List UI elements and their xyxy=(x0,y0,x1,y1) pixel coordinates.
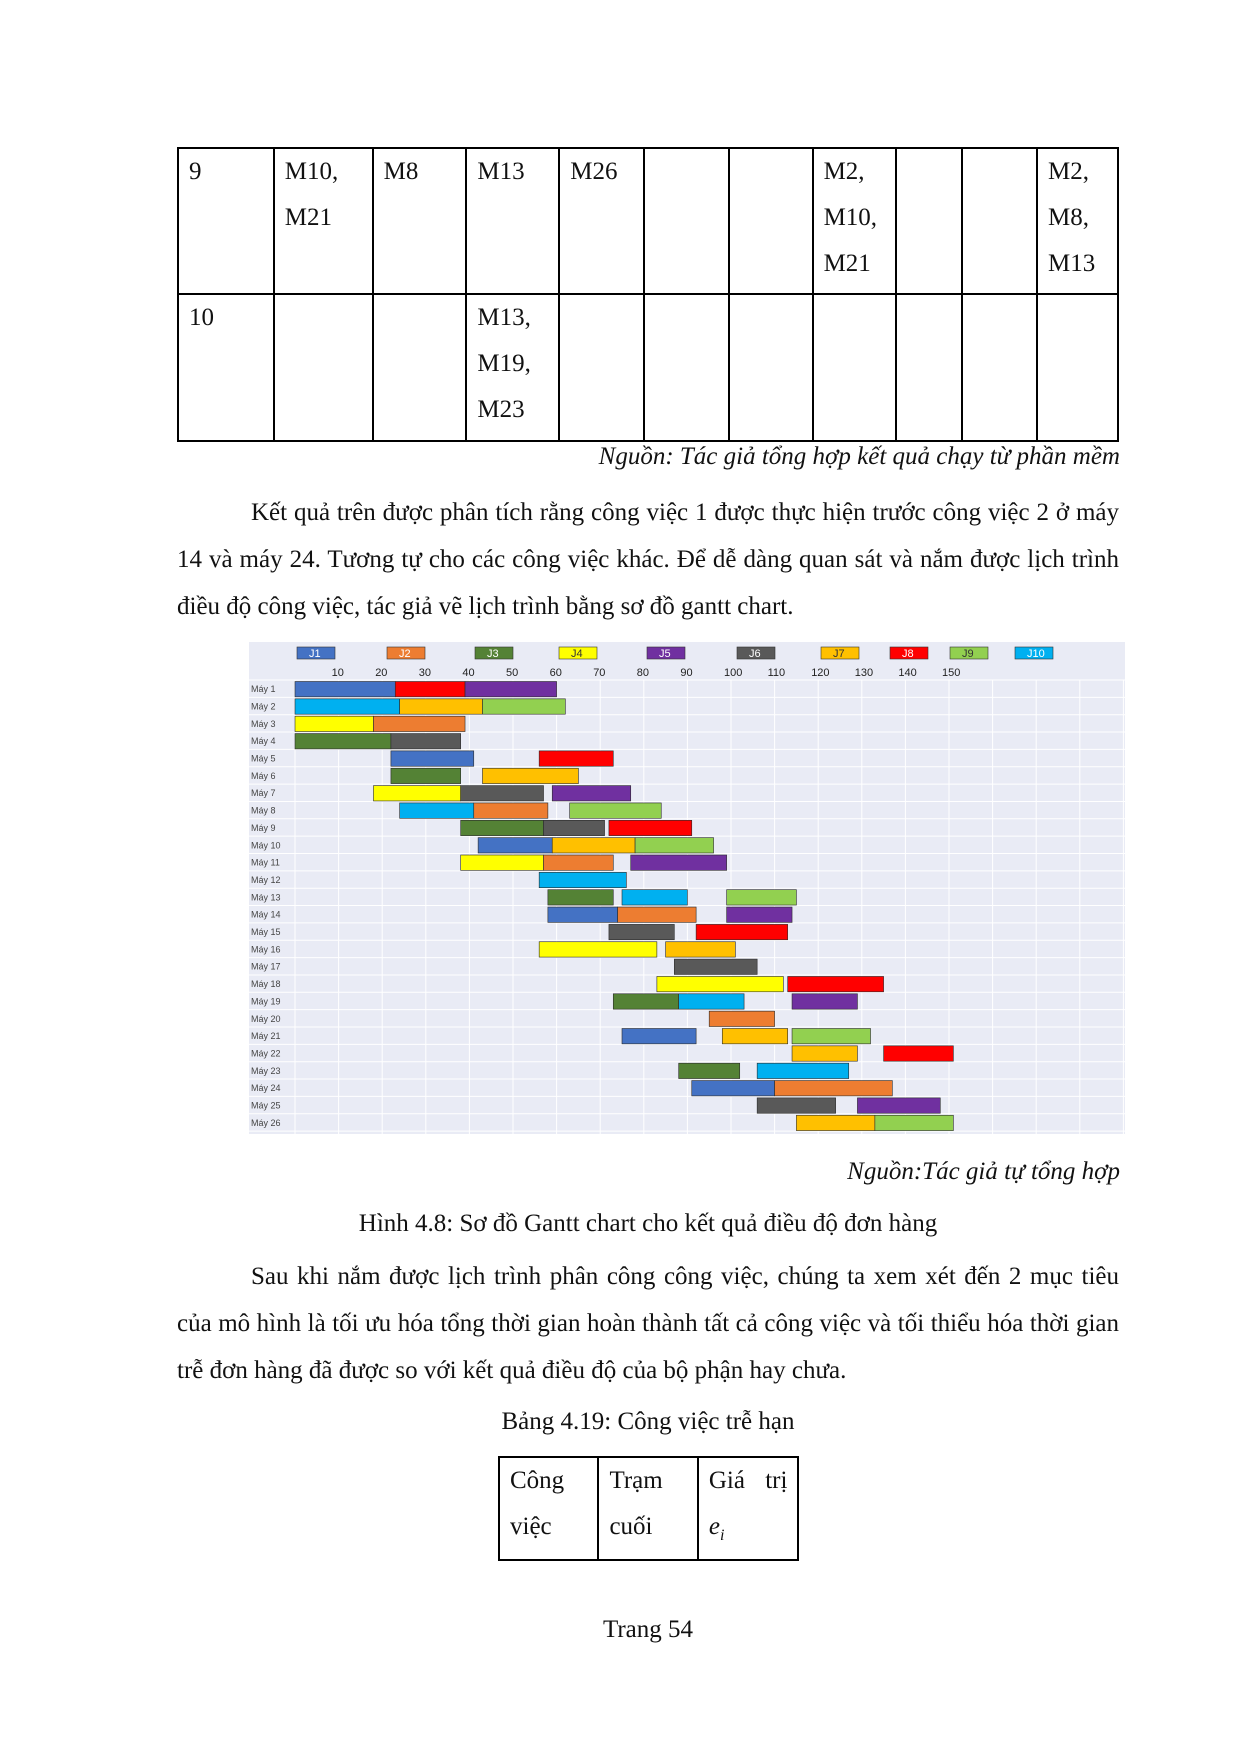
top-table xyxy=(177,147,1119,442)
machine-label: Máy 18 xyxy=(251,979,281,990)
header-final-station: Trạm cuối xyxy=(598,1457,697,1560)
table-cell xyxy=(962,294,1037,441)
page-number: Trang 54 xyxy=(602,1616,694,1643)
gantt-bar-j7 xyxy=(552,838,635,853)
gantt-bar-j8 xyxy=(609,820,692,835)
gantt-bar-j2 xyxy=(618,907,696,922)
table-cell: M26 xyxy=(559,148,644,294)
gantt-bar-j9 xyxy=(792,1029,870,1044)
machine-label: Máy 8 xyxy=(251,805,276,816)
gantt-bar-j3 xyxy=(391,768,461,783)
machine-label: Máy 6 xyxy=(251,770,276,781)
gantt-bar-j10 xyxy=(539,872,626,887)
table-cell xyxy=(274,294,373,441)
table-source-note: Nguồn: Tác giả tổng hợp kết quả chạy từ phần mềm xyxy=(598,443,1120,470)
gantt-bar-j9 xyxy=(570,803,662,818)
table-cell xyxy=(896,148,963,294)
x-tick-label: 130 xyxy=(854,667,874,679)
gantt-bar-j4 xyxy=(539,942,657,957)
gantt-bar-j5 xyxy=(465,682,557,697)
gantt-bar-j4 xyxy=(461,855,544,870)
gantt-bar-j4 xyxy=(657,976,783,991)
table-row xyxy=(178,148,1118,294)
machine-label: Máy 3 xyxy=(251,718,276,729)
gantt-bar-j5 xyxy=(792,994,857,1009)
x-tick-label: 30 xyxy=(418,667,432,679)
table-cell xyxy=(729,294,813,441)
legend-label-j10: J10 xyxy=(1027,648,1045,660)
legend-label-j7: J7 xyxy=(833,648,845,660)
legend-label-j9: J9 xyxy=(962,648,974,660)
gantt-bar-j5 xyxy=(727,907,792,922)
figure-caption: Hình 4.8: Sơ đồ Gantt chart cho kết quả điều độ đơn hàng xyxy=(358,1210,938,1237)
legend-label-j6: J6 xyxy=(749,648,761,660)
machine-label: Máy 12 xyxy=(251,874,281,885)
table-cell xyxy=(813,294,896,441)
table-cell xyxy=(1037,294,1118,441)
figure-source-note: Nguồn:Tác giả tự tổng hợp xyxy=(847,1158,1120,1185)
machine-label: Máy 5 xyxy=(251,753,276,764)
gantt-bar-j10 xyxy=(400,803,474,818)
gantt-bar-j1 xyxy=(295,682,395,697)
machine-label: Máy 1 xyxy=(251,684,276,695)
x-tick-label: 50 xyxy=(506,667,519,679)
legend-label-j4: J4 xyxy=(571,648,583,660)
gantt-bar-j6 xyxy=(391,734,461,749)
machine-label: Máy 14 xyxy=(251,909,281,920)
gantt-bar-j5 xyxy=(552,786,630,801)
machine-label: Máy 17 xyxy=(251,961,281,972)
gantt-bar-j2 xyxy=(775,1081,893,1096)
machine-label: Máy 25 xyxy=(251,1100,281,1111)
gantt-bar-j9 xyxy=(482,699,565,714)
machine-label: Máy 4 xyxy=(251,736,276,747)
gantt-bar-j9 xyxy=(875,1115,953,1130)
gantt-bar-j6 xyxy=(544,820,605,835)
table-cell: 9 xyxy=(178,148,274,294)
gantt-bar-j9 xyxy=(635,838,713,853)
table-cell xyxy=(644,294,729,441)
paragraph-1 xyxy=(177,489,1119,630)
x-tick-label: 70 xyxy=(593,667,606,679)
gantt-bar-j1 xyxy=(622,1029,696,1044)
machine-label: Máy 16 xyxy=(251,944,281,955)
table-cell: M13 xyxy=(466,148,559,294)
gantt-bar-j9 xyxy=(727,890,797,905)
gantt-bar-j6 xyxy=(757,1098,835,1113)
gantt-bar-j2 xyxy=(474,803,548,818)
gantt-bar-j1 xyxy=(478,838,552,853)
machine-label: Máy 9 xyxy=(251,822,276,833)
x-tick-label: 100 xyxy=(724,667,743,679)
machine-label: Máy 26 xyxy=(251,1117,281,1128)
x-tick-label: 120 xyxy=(811,667,830,679)
gantt-bar-j8 xyxy=(539,751,613,766)
table-row xyxy=(178,294,1118,441)
table-cell xyxy=(559,294,644,441)
paragraph-1-text: Kết quả trên được phân tích rằng công việc 1 được thực hiện trước công việc 2 ở máy 14 và máy 24. Tương tự cho các công việc khác. Để dễ dàng quan sát và nắm được lịch trình điều độ công việc, tác giả vẽ lịch trình bằng sơ đồ gantt chart. xyxy=(177,499,1119,620)
late-jobs-table xyxy=(498,1456,799,1561)
machine-label: Máy 22 xyxy=(251,1048,281,1059)
gantt-bar-j10 xyxy=(295,699,400,714)
gantt-chart xyxy=(249,642,1125,1134)
gantt-bar-j3 xyxy=(613,994,678,1009)
table-cell xyxy=(896,294,963,441)
x-tick-label: 110 xyxy=(767,667,786,679)
legend-label-j1: J1 xyxy=(309,648,321,660)
table-cell: M2, M8, M13 xyxy=(1037,148,1118,294)
gantt-bar-j10 xyxy=(679,994,744,1009)
gantt-bar-j6 xyxy=(461,786,544,801)
gantt-bar-j8 xyxy=(395,682,465,697)
paragraph-2 xyxy=(177,1253,1119,1394)
legend-label-j8: J8 xyxy=(902,648,914,660)
gantt-bar-j3 xyxy=(679,1063,740,1078)
header-value xyxy=(698,1457,798,1560)
table-cell xyxy=(373,294,467,441)
legend-label-j3: J3 xyxy=(487,648,499,660)
x-tick-label: 150 xyxy=(942,667,961,679)
gantt-bar-j4 xyxy=(373,786,460,801)
x-tick-label: 140 xyxy=(898,667,917,679)
gantt-bar-j6 xyxy=(609,924,674,939)
machine-label: Máy 15 xyxy=(251,927,281,938)
gantt-bar-j7 xyxy=(666,942,736,957)
gantt-bar-j1 xyxy=(548,907,618,922)
legend-label-j5: J5 xyxy=(659,648,671,660)
gantt-bar-j8 xyxy=(788,976,884,991)
machine-label: Máy 11 xyxy=(251,857,280,868)
table-cell: M8 xyxy=(373,148,467,294)
x-tick-label: 90 xyxy=(680,667,693,679)
machine-label: Máy 19 xyxy=(251,996,281,1007)
gantt-bar-j7 xyxy=(796,1115,874,1130)
x-tick-label: 20 xyxy=(375,667,388,679)
header-value-symbol: $e_i$ xyxy=(708,1513,725,1544)
table-cell: M13, M19, M23 xyxy=(466,294,559,441)
table-cell xyxy=(644,148,729,294)
machine-label: Máy 23 xyxy=(251,1065,281,1076)
paragraph-2-text: Sau khi nắm được lịch trình phân công công việc, chúng ta xem xét đến 2 mục tiêu của mô hình là tối ưu hóa tổng thời gian hoàn thành tất cả công việc và tối thiểu hóa thời gian trễ đơn hàng đã được so với kết quả điều độ của bộ phận hay chưa. xyxy=(177,1263,1119,1384)
gantt-bar-j5 xyxy=(857,1098,940,1113)
gantt-bar-j10 xyxy=(622,890,687,905)
gantt-bar-j2 xyxy=(373,716,465,731)
machine-label: Máy 10 xyxy=(251,840,281,851)
header-job: Công việc xyxy=(499,1457,598,1560)
gantt-bar-j3 xyxy=(461,820,544,835)
gantt-bar-j4 xyxy=(295,716,373,731)
machine-label: Máy 20 xyxy=(251,1013,281,1024)
table-caption: Bảng 4.19: Công việc trễ hạn xyxy=(501,1408,795,1435)
machine-label: Máy 21 xyxy=(251,1031,281,1042)
gantt-bar-j7 xyxy=(792,1046,857,1061)
gantt-bar-j7 xyxy=(400,699,483,714)
gantt-bar-j2 xyxy=(544,855,614,870)
gantt-bar-j8 xyxy=(696,924,788,939)
gantt-bar-j1 xyxy=(692,1081,775,1096)
x-tick-label: 60 xyxy=(549,667,562,679)
gantt-bar-j2 xyxy=(709,1011,774,1026)
legend-label-j2: J2 xyxy=(399,648,411,660)
machine-label: Máy 13 xyxy=(251,892,281,903)
gantt-bar-j1 xyxy=(391,751,474,766)
machine-label: Máy 24 xyxy=(251,1083,281,1094)
gantt-bar-j8 xyxy=(884,1046,954,1061)
machine-label: Máy 7 xyxy=(251,788,276,799)
x-tick-label: 40 xyxy=(462,667,475,679)
gantt-bar-j10 xyxy=(757,1063,849,1078)
table-header-row xyxy=(499,1457,798,1560)
table-cell: M2, M10, M21 xyxy=(813,148,896,294)
gantt-bar-j3 xyxy=(295,734,391,749)
table-cell: 10 xyxy=(178,294,274,441)
table-cell: M10, M21 xyxy=(274,148,373,294)
gantt-bar-j5 xyxy=(631,855,727,870)
gantt-bar-j3 xyxy=(548,890,613,905)
x-tick-label: 10 xyxy=(331,667,344,679)
machine-label: Máy 2 xyxy=(251,701,276,712)
header-value-word: Giá trị xyxy=(708,1467,788,1494)
gantt-bar-j7 xyxy=(482,768,578,783)
table-cell xyxy=(729,148,813,294)
gantt-bar-j7 xyxy=(722,1029,787,1044)
gantt-bar-j6 xyxy=(674,959,757,974)
table-cell xyxy=(962,148,1037,294)
x-tick-label: 80 xyxy=(636,667,650,679)
